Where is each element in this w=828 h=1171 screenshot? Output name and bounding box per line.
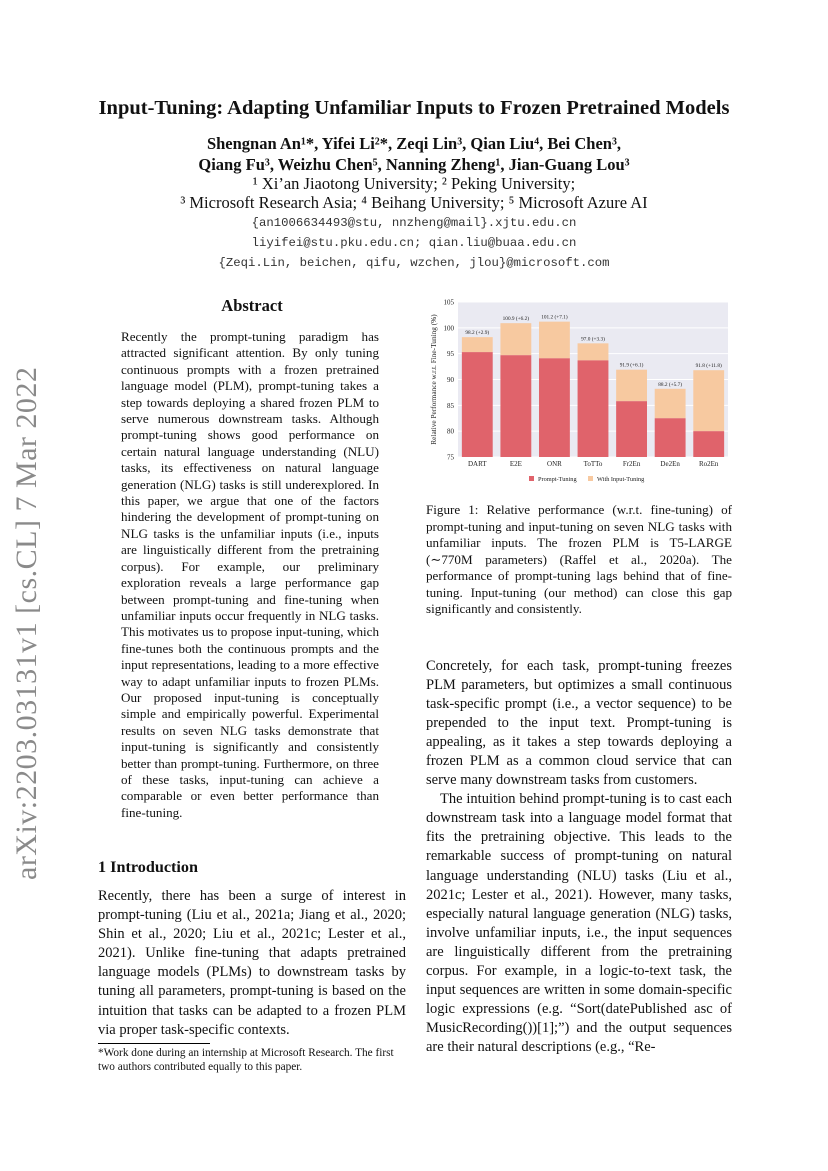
- legend-swatch: [529, 476, 534, 481]
- y-tick-label: 90: [447, 376, 454, 384]
- authors-line-2: Qiang Fu³, Weizhu Chen⁵, Nanning Zheng¹, Jian-Guang Lou³: [198, 155, 630, 174]
- authors-line-1: Shengnan An¹*, Yifei Li²*, Zeqi Lin³, Qian Liu⁴, Bei Chen³,: [206, 134, 622, 153]
- intro-paragraph: Recently, there has been a surge of interest in prompt-tuning (Liu et al., 2021a; Jiang et al., 2020; Shin et al., 2020; Liu et al., 2021c; Lester et al., 2021). Unlike fine-tuning that adapts pretrained language models (PLMs) to downstream tasks by tuning all parameters, prompt-tuning is based on the intuition that tasks can be adapted to a frozen PLM via proper task-specific contexts.: [98, 888, 406, 1038]
- data-label: 98.2 (+2.9): [465, 330, 490, 337]
- data-label: 91.8 (+11.8): [695, 363, 722, 370]
- bar-input-tuning: [462, 337, 493, 352]
- x-tick-label: De2En: [660, 460, 680, 468]
- y-tick-label: 80: [447, 427, 454, 436]
- bar-prompt-tuning: [462, 352, 493, 457]
- bar-prompt-tuning: [616, 401, 647, 457]
- bar-input-tuning: [578, 343, 609, 360]
- bar-prompt-tuning: [693, 431, 724, 457]
- y-tick-label: 100: [443, 324, 454, 333]
- email-line-3: {Zeqi.Lin, beichen, qifu, wzchen, jlou}@microsoft.com: [218, 256, 610, 270]
- bar-input-tuning: [693, 370, 724, 431]
- y-tick-label: 75: [447, 453, 454, 462]
- arxiv-identifier: arXiv:2203.03131v1 [cs.CL] 7 Mar 2022: [10, 366, 43, 880]
- bar-input-tuning: [539, 322, 570, 359]
- section-heading-introduction: 1 Introduction: [98, 858, 198, 876]
- x-tick-label: Fr2En: [622, 460, 641, 468]
- email-line-2: liyifei@stu.pku.edu.cn; qian.liu@buaa.edu.cn: [251, 236, 577, 250]
- bar-input-tuning: [616, 370, 647, 402]
- data-label: 100.9 (+6.2): [502, 316, 530, 323]
- figure-1-chart: [425, 296, 735, 492]
- x-tick-label: Ro2En: [698, 460, 719, 468]
- footnote-rule: [98, 1043, 210, 1044]
- right-paragraph-2: The intuition behind prompt-tuning is to cast each downstream task into a language model format that fits the pretraining objective. This leads to the remarkable success of prompt-tuning on natural language understanding (NLU) tasks (Liu et al., 2021c; Lester et al., 2021). However, many tasks, especially natural language generation (NLG) tasks, involve unfamiliar inputs, i.e., the input sequences are linguistically different from the pretraining corpus. For example, in a logic-to-text task, the input sequences are written in some domain-specific logic expressions (e.g. “Sort(datePublished asc of MusicRecording())[1];”) and the output sequences are their natural descriptions (e.g., “Re-: [426, 791, 732, 1055]
- data-label: 97.0 (+3.3): [581, 336, 605, 343]
- y-tick-label: 95: [447, 350, 454, 359]
- affiliations-line-1: ¹ Xi’an Jiaotong University; ² Peking University;: [252, 174, 576, 193]
- x-tick-label: E2E: [509, 460, 522, 468]
- footnote: *Work done during an internship at Microsoft Research. The first two authors contributed equally to this paper.: [98, 1047, 394, 1073]
- x-tick-label: ONR: [547, 460, 562, 468]
- figure-caption: Figure 1: Relative performance (w.r.t. fine-tuning) of prompt-tuning and input-tuning on seven NLG tasks with unfamiliar inputs. The frozen PLM is T5-LARGE (∼770M parameters) (Raffel et al., 2020a). The performance of prompt-tuning lags behind that of fine-tuning. Input-tuning (our method) can close this gap significantly and consistently.: [426, 502, 732, 616]
- affiliations-line-2: ³ Microsoft Research Asia; ⁴ Beihang University; ⁵ Microsoft Azure AI: [180, 193, 648, 212]
- y-axis-label: Relative Performance w.r.t. Fine-Tuning (%): [429, 314, 438, 445]
- data-label: 101.2 (+7.1): [541, 314, 568, 321]
- legend-entry: Prompt-Tuning: [538, 476, 577, 483]
- data-label: 88.2 (+5.7): [658, 381, 683, 388]
- bar-prompt-tuning: [539, 358, 570, 457]
- legend-swatch: [588, 476, 593, 481]
- bar-prompt-tuning: [500, 355, 531, 457]
- bar-prompt-tuning: [578, 360, 609, 457]
- abstract-heading: Abstract: [221, 296, 283, 315]
- right-column-body: [426, 657, 732, 1057]
- paper-title: Input-Tuning: Adapting Unfamiliar Inputs to Frozen Pretrained Models: [98, 97, 730, 119]
- y-tick-label: 105: [443, 298, 454, 307]
- data-label: 91.9 (+6.1): [619, 362, 644, 369]
- bar-input-tuning: [655, 389, 686, 418]
- x-tick-label: ToTTo: [583, 460, 603, 468]
- right-paragraph-1: Concretely, for each task, prompt-tuning freezes PLM parameters, but optimizes a small continuous task-specific prompt (i.e., a vector sequence) to be prepended to the input text. Prompt-tuning is appealing, as it takes a step towards deploying a frozen PLM as a common cloud service that can serve many downstream tasks from customers.: [426, 658, 732, 789]
- x-tick-label: DART: [467, 460, 487, 468]
- y-tick-label: 85: [447, 401, 454, 410]
- bar-input-tuning: [500, 323, 531, 355]
- bar-prompt-tuning: [655, 418, 686, 457]
- legend-entry: With Input-Tuning: [597, 476, 645, 483]
- abstract-body: Recently the prompt-tuning paradigm has attracted significant attention. By only tuning continuous prompts with a frozen pretrained language model (PLM), prompt-tuning takes a step towards deploying a shared frozen PLM to serve numerous downstream tasks. Although prompt-tuning shows good performance on certain natural language understanding (NLU) tasks, its effectiveness on natural language generation (NLG) tasks is still underexplored. In this paper, we argue that one of the factors hindering the development of prompt-tuning on NLG tasks is the unfamiliar inputs (i.e., inputs are linguistically different from the pretraining corpus). For example, our preliminary exploration reveals a large performance gap between prompt-tuning and fine-tuning when unfamiliar inputs occur frequently in NLG tasks. This motivates us to propose input-tuning, which fine-tunes both the continuous prompts and the input representations, leading to a more effective way to adapt unfamiliar inputs to frozen PLMs. Our proposed input-tuning is conceptually simple and empirically powerful. Experimental results on seven NLG tasks demonstrate that input-tuning is significantly and consistently better than prompt-tuning. Furthermore, on three of these tasks, input-tuning can achieve a comparable or even better performance than fine-tuning.: [121, 329, 379, 820]
- email-line-1: {an1006634493@stu, nnzheng@mail}.xjtu.edu.cn: [251, 216, 577, 230]
